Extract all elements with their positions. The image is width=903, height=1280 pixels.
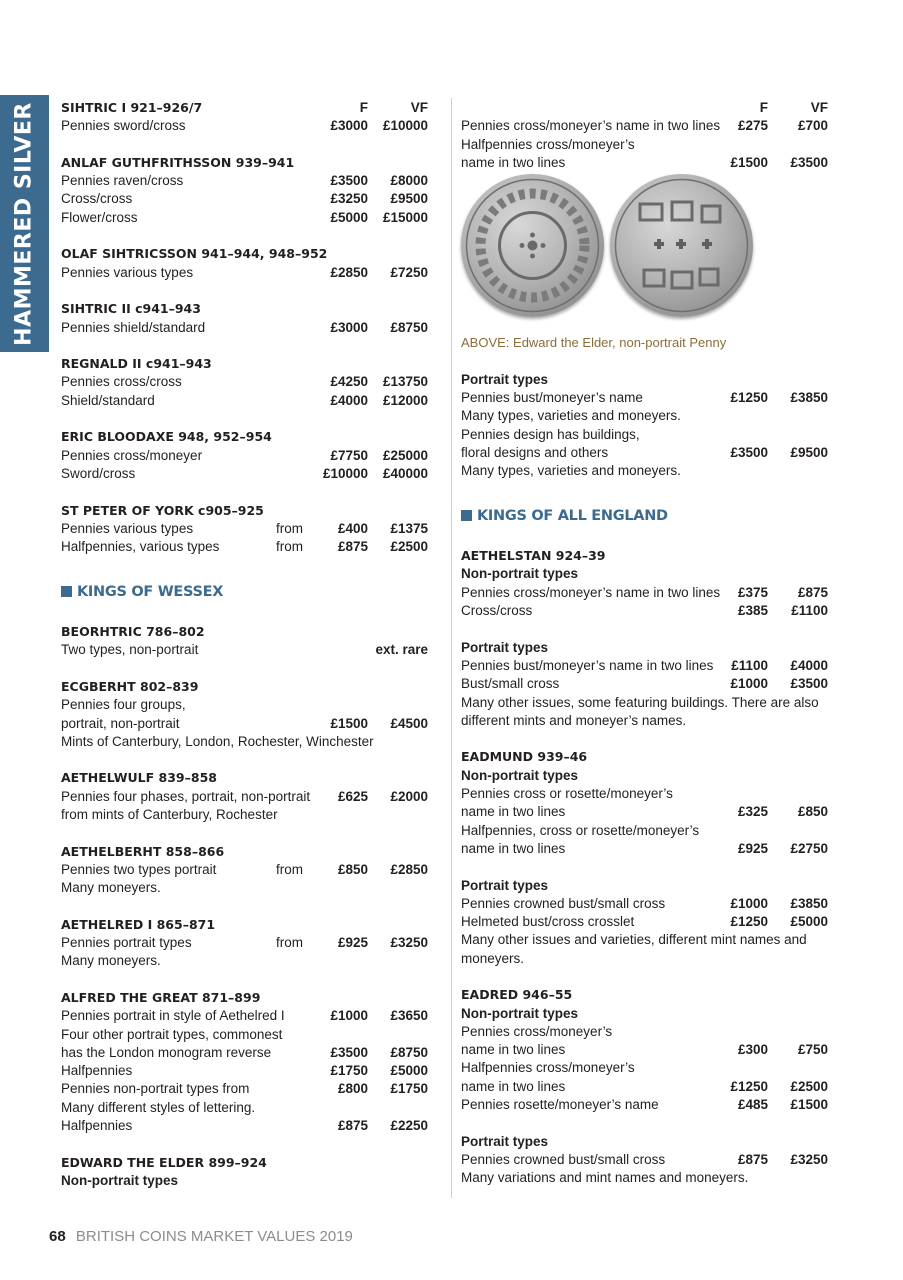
price-row: Cross/cross £3250 £9500 [61,191,428,207]
entry-heading: AETHELSTAN 924–39 [461,548,606,564]
price-row: Pennies cross/moneyer’s name in two lines £275 £700 [461,118,828,134]
text-line: Mints of Canterbury, London, Rochester, Winchester [61,733,374,749]
entry-heading: EADMUND 939–46 [461,749,588,765]
entry-heading: AETHELRED I 865–871 [61,916,216,932]
price-row: Pennies bust/moneyer’s name in two lines £1100 £4000 [461,657,828,673]
text-line: Pennies four groups, [61,697,186,713]
price-row: name in two lines £1500 £3500 [461,154,828,170]
text-line: Many moneyers. [61,880,161,896]
entry-heading: ST PETER OF YORK c905–925 [61,502,264,518]
text-line: Many variations and mint names and moneyers. [461,1170,749,1186]
price-row: Pennies cross/moneyer £7750 £25000 [61,447,428,463]
col-header-vf: VF [410,100,428,115]
price-row: Bust/small cross £1000 £3500 [461,676,828,692]
subheading: Portrait types [461,371,549,387]
section-heading-all-england: KINGS OF ALL ENGLAND [461,505,829,527]
price-row: Pennies shield/standard £3000 £8750 [61,319,428,335]
subheading: Non-portrait types [461,1005,579,1021]
text-line: Halfpennies, cross or rosette/moneyer’s [461,822,700,838]
subheading: Portrait types [461,639,549,655]
price-row: Pennies non-portrait types from £800 £1750 [61,1081,428,1097]
price-row: Pennies cross/cross £4250 £13750 [61,374,428,390]
entry-heading: ALFRED THE GREAT 871–899 [61,989,261,1005]
price-row: name in two lines £300 £750 [461,1042,828,1058]
entry-heading: REGNALD II c941–943 [61,356,212,372]
subheading: Non-portrait types [61,1172,179,1188]
text-line: Many moneyers. [61,953,161,969]
text-line: Halfpennies cross/moneyer’s [461,1060,635,1076]
price-row: has the London monogram reverse £3500 £8750 [61,1044,428,1060]
entry-heading: AETHELBERHT 858–866 [61,843,225,859]
price-row: Pennies cross/moneyer’s name in two lines £375 £875 [461,584,828,600]
price-row: Shield/standard £4000 £12000 [61,392,428,408]
text-line: Many types, varieties and moneyers. [461,408,681,424]
section-heading-wessex: KINGS OF WESSEX [61,581,429,603]
price-row: floral designs and others £3500 £9500 [461,444,828,460]
text-line: Pennies cross or rosette/moneyer’s [461,786,673,802]
text-line: Halfpennies cross/moneyer’s [461,136,635,152]
page-number: 68 [49,1228,66,1245]
text-line: Four other portrait types, commonest [61,1026,283,1042]
price-row: name in two lines £325 £850 [461,804,828,820]
section-marker-icon [461,510,472,521]
col-header-f: F [759,100,768,115]
price-row: Pennies crowned bust/small cross £875 £3250 [461,1151,828,1167]
text-paragraph: Many other issues, some featuring buildings. There are also different mints and moneyer’s names. [461,694,819,728]
price-row: name in two lines £925 £2750 [461,840,828,856]
price-row: portrait, non-portrait £1500 £4500 [61,715,428,731]
right-column [461,99,829,1188]
text-line: Many types, varieties and moneyers. [461,463,681,479]
section-marker-icon [61,586,72,597]
text-line: Pennies cross/moneyer’s [461,1023,613,1039]
price-row: Pennies four phases, portrait, non-portrait £625 £2000 [61,788,428,804]
price-row: Pennies two types portrait from £850 £2850 [61,861,428,877]
price-row: Pennies sword/cross £3000 £10000 [61,118,428,134]
entry-heading: ERIC BLOODAXE 948, 952–954 [61,429,272,445]
price-row: Pennies raven/cross £3500 £8000 [61,173,428,189]
text-line: from mints of Canterbury, Rochester [61,806,278,822]
coin-photo [461,172,829,332]
subheading: Portrait types [461,877,549,893]
price-row: Halfpennies £875 £2250 [61,1118,428,1134]
coin-obverse-image [461,174,604,317]
col-header-vf: VF [810,100,828,115]
price-row: Flower/cross £5000 £15000 [61,209,428,225]
price-row: Pennies rosette/moneyer’s name £485 £1500 [461,1097,828,1113]
coin-reverse-image [610,174,753,317]
price-row: Pennies various types £2850 £7250 [61,264,428,280]
entry-heading: OLAF SIHTRICSSON 941–944, 948–952 [61,246,328,262]
side-tab-label: HAMMERED SILVER [11,102,37,346]
price-row: Two types, non-portrait ext. rare [61,642,428,658]
price-row: Pennies crowned bust/small cross £1000 £3850 [461,895,828,911]
entry-heading: AETHELWULF 839–858 [61,770,217,786]
price-row: name in two lines £1250 £2500 [461,1078,828,1094]
left-column [61,99,429,1190]
price-row: Helmeted bust/cross crosslet £1250 £5000 [461,914,828,930]
entry-heading: EADRED 946–55 [461,987,573,1003]
entry-heading: ANLAF GUTHFRITHSSON 939–941 [61,154,295,170]
price-row: Pennies portrait in style of Aethelred I £1000 £3650 [61,1008,428,1024]
publication-title: BRITISH COINS MARKET VALUES 2019 [75,1228,353,1245]
entry-heading: ECGBERHT 802–839 [61,678,199,694]
col-headers [461,99,829,117]
subheading: Non-portrait types [461,767,579,783]
price-row: Pennies various types from £400 £1375 [61,520,428,536]
text-paragraph: Many other issues and varieties, different mint names and moneyers. [461,932,807,966]
price-row: Halfpennies £1750 £5000 [61,1063,428,1079]
column-divider [451,98,452,1198]
price-row: Cross/cross £385 £1100 [461,603,828,619]
entry-heading: EDWARD THE ELDER 899–924 [61,1154,267,1170]
page-footer [49,1228,353,1245]
col-header-f: F [359,100,368,115]
photo-caption: ABOVE: Edward the Elder, non-portrait Penny [461,335,727,351]
price-row: Halfpennies, various types from £875 £2500 [61,539,428,555]
price-row: Pennies portrait types from £925 £3250 [61,935,428,951]
price-row: Pennies bust/moneyer’s name £1250 £3850 [461,390,828,406]
entry-heading: SIHTRIC II c941–943 [61,301,201,317]
entry-heading: BEORHTRIC 786–802 [61,624,205,640]
text-line: Pennies design has buildings, [461,426,640,442]
entry-heading: SIHTRIC I 921–926/7 F VF [61,99,429,117]
text-line: Many different styles of lettering. [61,1099,256,1115]
price-row: Sword/cross £10000 £40000 [61,465,428,481]
subheading: Non-portrait types [461,566,579,582]
subheading: Portrait types [461,1133,549,1149]
